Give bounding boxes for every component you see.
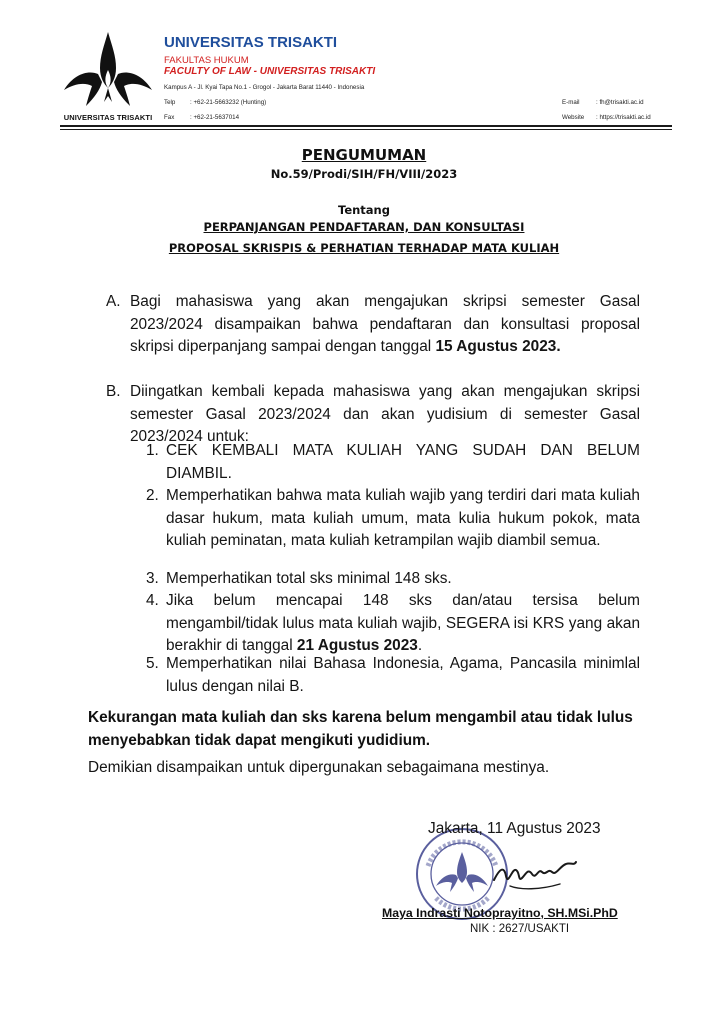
sub-item-4: [146, 590, 640, 658]
deadline-date: 15 Agustus 2023.: [435, 338, 561, 355]
sub-item-text: [166, 590, 640, 658]
campus-address: Kampus A - Jl. Kyai Tapa No.1 - Grogol - Jakarta Barat 11440 - Indonesia: [164, 84, 365, 91]
website-contact: [562, 114, 651, 121]
sub-item-text: Memperhatikan nilai Bahasa Indonesia, Agama, Pancasila minimlal lulus dengan nilai B.: [166, 655, 640, 695]
list-item-text: [130, 291, 640, 359]
list-item-b: [106, 381, 640, 449]
sub-item-text: Memperhatikan total sks minimal 148 sks.: [166, 570, 452, 587]
sub-marker: 2.: [146, 487, 159, 504]
sub-item-5: [146, 653, 640, 698]
fax-contact: [164, 114, 239, 121]
sub-marker: 5.: [146, 655, 159, 672]
faculty-name-english: FACULTY OF LAW - UNIVERSITAS TRISAKTI: [164, 66, 376, 77]
subject-label: Tentang: [338, 203, 390, 217]
sub-item-1: [146, 440, 640, 485]
email-label: E-mail: [562, 99, 580, 106]
list-item-a: [106, 291, 640, 359]
subject-line-1: PERPANJANGAN PENDAFTARAN, DAN KONSULTASI: [203, 220, 525, 234]
sub-marker: 4.: [146, 592, 159, 609]
list-item-text: Diingatkan kembali kepada mahasiswa yang akan mengajukan skripsi semester Gasal 2023/2024 dan akan yudisium di semester Gasal 2023/2024 untuk:: [130, 383, 640, 445]
announcement-title: PENGUMUMAN: [301, 146, 427, 164]
warning-note: Kekurangan mata kuliah dan sks karena belum mengambil atau tidak lulus menyebabkan tidak dapat mengikuti yudidium.: [88, 709, 633, 749]
university-name: UNIVERSITAS TRISAKTI: [164, 34, 338, 51]
sub-item-2: [146, 485, 640, 553]
sub-item-4-tail: .: [417, 637, 423, 654]
website-value: : https://trisakti.ac.id: [596, 114, 651, 121]
sub-marker: 3.: [146, 570, 159, 587]
list-marker: A.: [106, 293, 121, 310]
fax-value: : +62-21-5637014: [190, 114, 240, 121]
letterhead-divider: [60, 125, 672, 127]
website-label: Website: [562, 114, 585, 121]
sub-item-text: Memperhatikan bahwa mata kuliah wajib yang terdiri dari mata kuliah dasar hukum, mata kuliah umum, mata kulia hukum pokok, mata kuliah peminatan, mata kuliah ketrampilan wajib diambil semua.: [166, 487, 640, 549]
phone-contact: [164, 99, 266, 106]
handwritten-signature: [490, 846, 580, 896]
sub-marker: 1.: [146, 442, 159, 459]
phone-value: : +62-21-5663232 (Hunting): [190, 99, 267, 106]
logo-caption: UNIVERSITAS TRISAKTI: [63, 113, 153, 122]
sub-item-4-text: Jika belum mencapai 148 sks dan/atau tersisa belum mengambil/tidak lulus mata kuliah wajib, SEGERA isi KRS yang akan berakhir di tanggal: [166, 592, 640, 654]
krs-deadline-date: 21 Agustus 2023: [296, 637, 418, 654]
signatory-name: Maya Indrasti Notoprayitno, SH.MSi.PhD: [382, 906, 618, 920]
fax-label: Fax: [164, 114, 175, 121]
closing-statement: Demikian disampaikan untuk dipergunakan sebagaimana mestinya.: [88, 759, 550, 776]
phone-label: Telp: [164, 99, 176, 106]
letterhead-divider-thin: [60, 129, 672, 130]
announcement-number: No.59/Prodi/SIH/FH/VIII/2023: [270, 167, 458, 181]
email-value: : fh@trisakti.ac.id: [596, 99, 644, 106]
sub-item-text: CEK KEMBALI MATA KULIAH YANG SUDAH DAN BELUM DIAMBIL.: [166, 442, 640, 482]
sub-item-3: [146, 568, 640, 591]
list-marker: B.: [106, 383, 121, 400]
subject-line-2: PROPOSAL SKRISPIS & PERHATIAN TERHADAP MATA KULIAH: [168, 241, 560, 255]
place-and-date: Jakarta, 11 Agustus 2023: [428, 820, 601, 837]
trisakti-logo: [60, 30, 156, 108]
faculty-name: FAKULTAS HUKUM: [164, 55, 249, 66]
signatory-nik: NIK : 2627/USAKTI: [470, 923, 570, 935]
item-a-text: Bagi mahasiswa yang akan mengajukan skripsi semester Gasal 2023/2024 disampaikan bahwa pendaftaran dan konsultasi proposal skripsi diperpanjang sampai dengan tanggal: [130, 293, 640, 355]
email-contact: [562, 99, 644, 106]
